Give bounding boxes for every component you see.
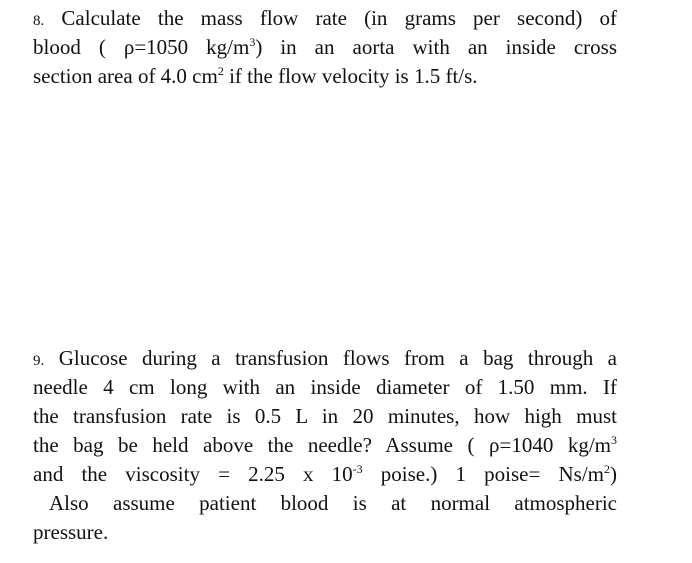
problem-9-number: 9. (33, 353, 45, 369)
problem-9-line-2: needle 4 cm long with an inside diameter of 1.50 mm. If (33, 375, 617, 399)
problem-9 (33, 344, 617, 547)
problem-9-line-1: 9. Glucose during a transfusion flows from a bag through a (33, 346, 617, 370)
problem-9-line-3: the transfusion rate is 0.5 L in 20 minutes, how high must (33, 404, 617, 428)
problem-8-line-3: section area of 4.0 $cm^2$ if the flow velocity is 1.5 ft/s. (33, 64, 478, 88)
problem-9-line-7: pressure. (33, 520, 109, 544)
problem-8-number: 8. (33, 13, 45, 29)
problem-8-line-1: 8. Calculate the mass flow rate (in grams per second) of (33, 6, 617, 30)
problem-8 (33, 4, 617, 91)
problem-8-line-2: blood ( ρ=1050 $kg/m^3$) in an aorta with an inside cross (33, 35, 617, 59)
problem-9-line-4: the bag be held above the needle? Assume ( ρ=1040 $kg/m^3$ (33, 433, 617, 457)
problem-9-line-6: Also assume patient blood is at normal atmospheric (49, 491, 617, 515)
problem-9-line-5: and the viscosity = 2.25 x $10^{-3}$ poise.) 1 poise= $Ns/m^2$) (33, 462, 617, 486)
